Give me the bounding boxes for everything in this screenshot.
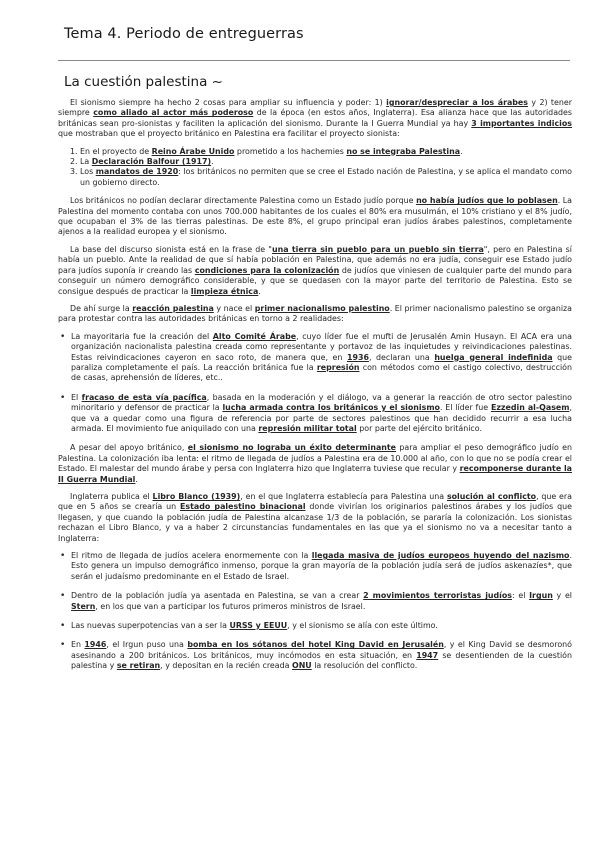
- text: , en el que Inglaterra establecía para Palestina una: [240, 492, 447, 501]
- highlight: 2 movimientos terroristas judíos: [363, 591, 512, 601]
- text: , que era que en 5 años se crearía un: [58, 492, 572, 512]
- text: Los: [80, 167, 96, 177]
- highlight: una tierra sin pueblo para un pueblo sin tierra: [271, 244, 484, 254]
- text: Los británicos no podían declarar directamente Palestina como un Estado judío porque: [70, 196, 417, 206]
- text: que mostraban que el proyecto británico en Palestina era facilitar el proyecto sionista:: [58, 129, 400, 139]
- text: que paraliza completamente el país. La reacción británica fue la: [71, 352, 572, 372]
- text: La: [80, 157, 92, 167]
- text: , y el sionismo se alía con este último.: [287, 621, 438, 631]
- highlight: solución al conflicto: [446, 492, 537, 501]
- numbered-list: [58, 147, 572, 189]
- highlight: Alto Comité Árabe: [212, 331, 297, 341]
- text: : los británicos no permiten que se cree el Estado nación de Palestina, y se aplica el mandato como un gobierno directo.: [80, 167, 573, 187]
- text: se desentienden de la cuestión palestina y: [71, 650, 573, 671]
- highlight: Reino Árabe Unido: [151, 146, 235, 156]
- text: . La Palestina del momento contaba con unos 700.000 habitantes de los cuales el 80% era musulmán, el 10% cristiano y el 8% judío, que ocupaban el 3% de las tierras palestinas. De este 8%, el grupo principal eran judíos árabes palestinos, completamente ajenos a la realidad europea y el sionismo.: [58, 196, 573, 237]
- highlight: el sionismo no lograba un éxito determinante: [187, 443, 397, 453]
- text: , basada en la moderación y el diálogo, va a generar la reacción de otro sector palestino minoritario y defensor de practicar la: [71, 392, 573, 413]
- text: : el: [511, 591, 530, 601]
- text: , y depositan en la recién creada: [160, 661, 292, 671]
- bullet-list: [58, 551, 572, 672]
- text: , el Irgun puso una: [106, 640, 188, 650]
- text: , cuyo líder fue el mufti de Jerusalén Amin Husayn. El ACA era una organización nacionalista palestina creada como representante y portavoz de las inquietudes y reivindicaciones palestinas. Estas reivindicaciones cayeron en saco roto, de manera que, en: [71, 331, 572, 362]
- text: Dentro de la población judía ya asentada en Palestina, se van a crear: [71, 591, 364, 601]
- page-title: Tema 4. Periodo de entreguerras: [64, 26, 304, 42]
- text: , que va a quedar como una figura de referencia por parte de sectores palestinos que han decidido recurrir a esa lucha armada. El movimiento fue aniquilado con una: [71, 403, 572, 433]
- list-item: [80, 147, 572, 157]
- highlight: Ezzedin al-Qasem: [490, 403, 570, 413]
- text: ", pero en Palestina sí había un pueblo. Ante la realidad de que sí había población en Palestina, que además no era judía, conseguir ese Estado judío para judíos suponía ir creando las: [58, 244, 572, 275]
- list-item: [71, 332, 572, 384]
- text: de judíos que viniesen de cualquier parte del mundo para conseguir un número demográfico considerable, y que se quedasen con la mayor parte del territorio de Palestina. Esto se consigue después de practicar la: [58, 265, 572, 296]
- text: Las nuevas superpotencias van a ser la: [71, 621, 230, 631]
- text: y el: [552, 591, 572, 601]
- highlight: URSS y EEUU: [229, 621, 288, 631]
- highlight: represión militar total: [258, 423, 357, 433]
- text: .: [258, 286, 261, 296]
- text: prometido a los hachemies: [234, 146, 347, 156]
- highlight: lucha armada contra los británicos y el sionismo: [222, 403, 440, 413]
- text: de la época (en estos años, Inglaterra). Esa alianza hace que las autoridades británicas sean pro-sionistas y faciliten la aplicación del sionismo. Durante la I Guerra Mundial ya hay: [58, 108, 573, 128]
- paragraph-discourse: [58, 245, 572, 297]
- highlight: reacción palestina: [132, 303, 214, 313]
- paragraph-white-paper: [58, 492, 572, 544]
- paragraph-intro: [58, 98, 572, 140]
- text: , en los que van a participar los futuros primeros ministros de Israel.: [95, 601, 366, 611]
- list-item: [71, 621, 572, 631]
- highlight: huelga general indefinida: [434, 352, 553, 362]
- document-body: [58, 98, 572, 681]
- text: El ritmo de llegada de judíos acelera enormemente con la: [71, 551, 312, 561]
- highlight: ONU: [291, 661, 312, 671]
- highlight: se retiran: [116, 661, 161, 671]
- list-item: [71, 591, 572, 612]
- section-heading: La cuestión palestina ~: [64, 74, 223, 90]
- highlight: no había judíos que lo poblasen: [416, 196, 558, 206]
- highlight: como aliado al actor más poderoso: [93, 108, 254, 118]
- text: A pesar del apoyo británico,: [70, 443, 188, 453]
- text: la resolución del conflicto.: [311, 661, 418, 671]
- text: De ahí surge la: [70, 303, 133, 313]
- paragraph-demography: [58, 196, 572, 238]
- bullet-list: [58, 332, 572, 435]
- paragraph-reaction: [58, 304, 572, 325]
- text: y 2) tener siempre: [58, 98, 572, 118]
- list-item: [71, 640, 572, 671]
- highlight: llegada masiva de judíos europeos huyendo del nazismo: [311, 551, 570, 561]
- highlight: Stern: [71, 601, 96, 611]
- highlight: primer nacionalismo palestino: [254, 303, 390, 313]
- text: Inglaterra publica el: [70, 492, 153, 501]
- text: La base del discurso sionista está en la frase de ": [70, 244, 272, 254]
- highlight: ignorar/despreciar a los árabes: [386, 98, 528, 107]
- text: . Esto genera un impulso demográfico inmenso, porque la gran mayoría de la población judía será de judíos askenazíes*, que serán el judaísmo predominante en el Estado de Israel.: [71, 551, 572, 581]
- highlight: condiciones para la colonización: [194, 265, 340, 275]
- text: En: [71, 640, 85, 650]
- list-item: [71, 551, 572, 582]
- list-item: [80, 167, 572, 188]
- text: . El líder fue: [439, 403, 491, 413]
- text: y nace el: [213, 303, 255, 313]
- title-divider: [58, 60, 570, 61]
- highlight: bomba en los sótanos del hotel King David en Jerusalén: [187, 640, 444, 650]
- highlight: 1936: [346, 352, 369, 362]
- text: con métodos como el castigo colectivo, destrucción de casas, aprehensión de líderes, etc..: [71, 362, 572, 383]
- highlight: 1947: [416, 650, 439, 660]
- paragraph-slow-colonization: [58, 443, 572, 485]
- highlight: limpieza étnica: [190, 286, 259, 296]
- highlight: Declaración Balfour (1917): [91, 157, 212, 167]
- text: La mayoritaria fue la creación del: [71, 331, 213, 341]
- text: En el proyecto de: [80, 146, 152, 156]
- text: por parte del ejército británico.: [356, 423, 482, 433]
- highlight: Irgun: [529, 591, 553, 601]
- highlight: Estado palestino binacional: [180, 502, 306, 512]
- highlight: fracaso de esta vía pacífica: [81, 392, 207, 402]
- text: . El primer nacionalismo palestino se organiza para protestar contra las autoridades británicas en torno a 2 realidades:: [58, 303, 572, 324]
- text: , declaran una: [368, 352, 435, 362]
- text: .: [211, 157, 214, 167]
- highlight: 3 importantes indicios: [471, 118, 572, 128]
- text: El: [71, 392, 82, 402]
- list-item: [71, 393, 572, 435]
- highlight: represión: [316, 362, 360, 372]
- text: El sionismo siempre ha hecho 2 cosas para ampliar su influencia y poder: 1): [70, 98, 387, 107]
- text: , y el King David se desmoronó asesinando a 200 británicos. Los británicos, muy incómodos en esta situación, en: [71, 640, 572, 660]
- text: donde vivirían los originarios palestinos árabes y los judíos que llegasen, y que cuando la población judía de Palestina alcanzase 1/3 de la población, se pararía la colonización. Los sionistas rechazan el Libro Blanco, y va a haber 2 circunstancias fundamentales en las que ya el sionismo no va a necesitar tanto a Inglaterra:: [58, 502, 572, 543]
- highlight: no se integraba Palestina: [346, 146, 461, 156]
- text: para ampliar el peso demográfico judío en Palestina. La colonización iba lenta: el ritmo de llegada de judíos a Palestina era de 10.000 al año, con lo que no se podía crear el Estado. El malestar del mundo árabe y persa con Inglaterra hizo que Inglaterra tuviese que recular y: [58, 443, 572, 474]
- highlight: mandatos de 1920: [95, 167, 179, 177]
- highlight: Libro Blanco (1939): [152, 492, 241, 501]
- highlight: 1946: [84, 640, 107, 650]
- list-item: [80, 157, 572, 167]
- text: .: [135, 474, 138, 484]
- text: .: [460, 146, 463, 156]
- highlight: recomponerse durante la II Guerra Mundial: [58, 464, 572, 484]
